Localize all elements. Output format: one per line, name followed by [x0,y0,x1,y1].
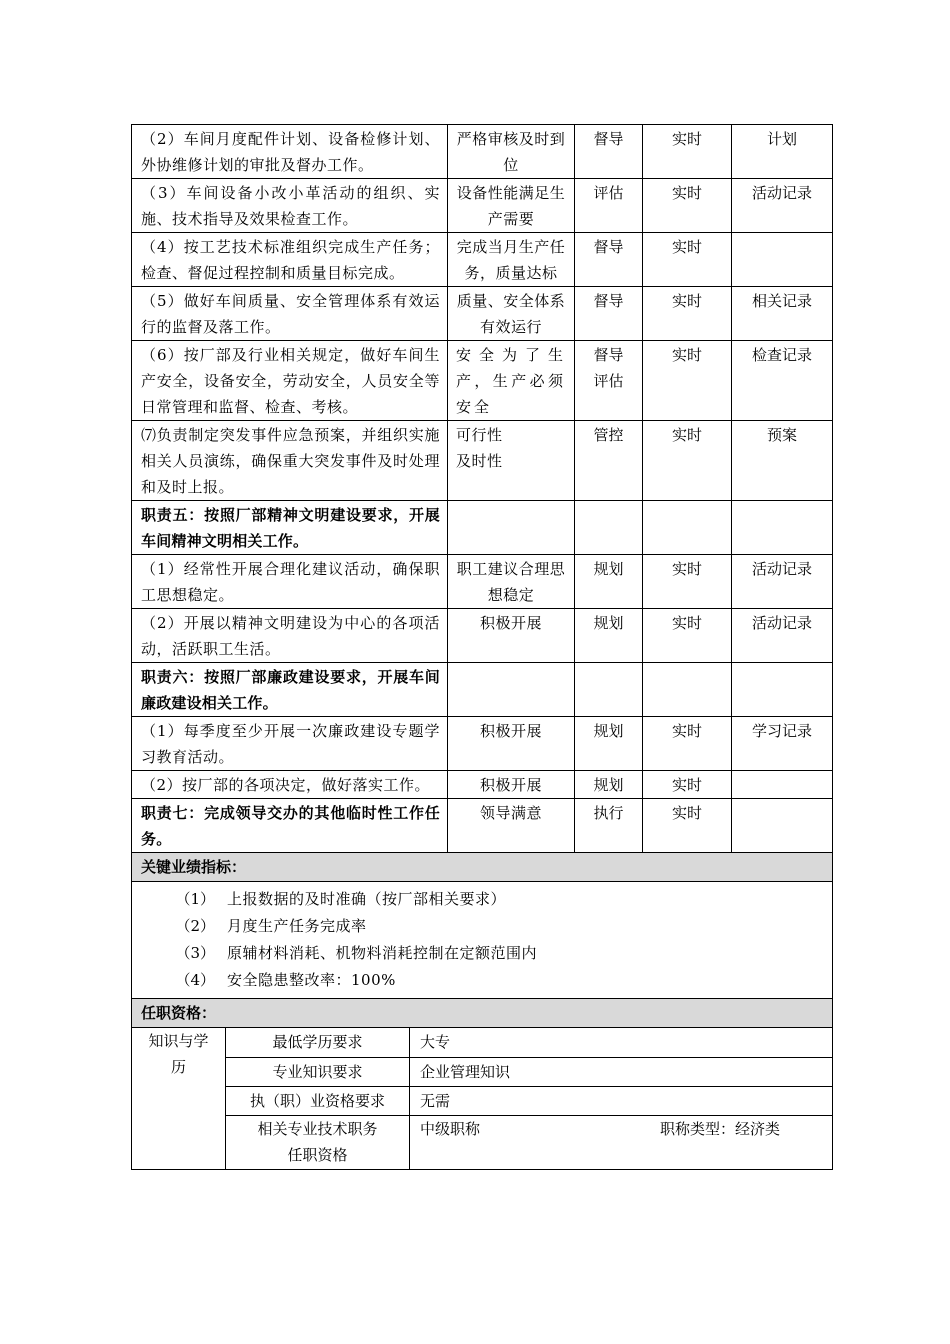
duty-record-cell [732,233,833,287]
duty-task-cell: （1）每季度至少开展一次廉政建设专题学习教育活动。 [132,717,448,771]
duty-frequency-cell: 实时 [643,125,732,179]
duty-task-cell: （6）按厂部及行业相关规定，做好车间生产安全，设备安全，劳动安全，人员安全等日常管理和监督、检查、考核。 [132,341,448,421]
duty-frequency-cell: 实时 [643,799,732,853]
duty-row [132,555,833,609]
duty-standard-cell: 可行性 及时性 [448,421,575,501]
duty-method-cell [575,663,643,717]
duty-task-cell: 职责七：完成领导交办的其他临时性工作任务。 [132,799,448,853]
duty-task-cell: ⑺负责制定突发事件应急预案，并组织实施相关人员演练，确保重大突发事件及时处理和及时上报。 [132,421,448,501]
duty-record-cell: 计划 [732,125,833,179]
duty-record-cell: 活动记录 [732,609,833,663]
duty-method-cell: 规划 [575,555,643,609]
duty-row [132,179,833,233]
qual-label-education: 最低学历要求 [226,1028,410,1057]
duty-row [132,233,833,287]
qual-value-title-cell [410,1115,833,1169]
kpi-item [132,913,832,940]
duty-record-cell: 相关记录 [732,287,833,341]
duty-frequency-cell: 实时 [643,771,732,799]
qual-value-knowledge: 企业管理知识 [410,1057,833,1086]
duty-method-cell: 督导 评估 [575,341,643,421]
duty-standard-cell [448,501,575,555]
duty-task-cell: （4）按工艺技术标准组织完成生产任务；检查、督促过程控制和质量目标完成。 [132,233,448,287]
kpi-item [132,940,832,967]
duty-frequency-cell: 实时 [643,341,732,421]
duty-frequency-cell: 实时 [643,421,732,501]
qual-value-title-type: 职称类型：经济类 [660,1119,781,1138]
duty-standard-cell: 职工建议合理思想稳定 [448,555,575,609]
duty-method-cell: 督导 [575,287,643,341]
duty-record-cell: 预案 [732,421,833,501]
qual-value-certification: 无需 [410,1086,833,1115]
qual-value-education: 大专 [410,1028,833,1057]
duty-row [132,717,833,771]
duty-standard-cell: 完成当月生产任务，质量达标 [448,233,575,287]
duty-task-cell: 职责六：按照厂部廉政建设要求，开展车间廉政建设相关工作。 [132,663,448,717]
duty-method-cell: 评估 [575,179,643,233]
duty-method-cell: 规划 [575,771,643,799]
duty-record-cell [732,663,833,717]
duty-frequency-cell: 实时 [643,555,732,609]
duty-row [132,125,833,179]
duty-method-cell: 规划 [575,717,643,771]
kpi-number: （2） [175,917,215,935]
kpi-text: 原辅材料消耗、机物料消耗控制在定额范围内 [227,944,538,962]
kpi-text: 安全隐患整改率：100% [227,971,396,989]
duty-frequency-cell: 实时 [643,717,732,771]
duty-row [132,341,833,421]
kpi-text: 上报数据的及时准确（按厂部相关要求） [227,890,507,908]
duty-task-cell: （3）车间设备小改小革活动的组织、实施、技术指导及效果检查工作。 [132,179,448,233]
qual-label-title: 相关专业技术职务任职资格 [226,1115,410,1169]
duty-task-cell: 职责五：按照厂部精神文明建设要求，开展车间精神文明相关工作。 [132,501,448,555]
duty-frequency-cell [643,663,732,717]
duty-standard-cell: 设备性能满足生产需要 [448,179,575,233]
duty-row [132,609,833,663]
duty-task-cell: （2）开展以精神文明建设为中心的各项活动，活跃职工生活。 [132,609,448,663]
duty-record-cell: 检查记录 [732,341,833,421]
duty-standard-cell: 领导满意 [448,799,575,853]
duty-record-cell [732,501,833,555]
duty-frequency-cell [643,501,732,555]
kpi-number: （4） [175,971,215,989]
kpi-item [132,886,832,913]
duty-record-cell: 学习记录 [732,717,833,771]
duty-method-cell: 规划 [575,609,643,663]
duty-method-cell [575,501,643,555]
duty-method-cell: 督导 [575,233,643,287]
kpi-heading: 关键业绩指标： [132,853,833,882]
duty-row [132,799,833,853]
duty-method-cell: 执行 [575,799,643,853]
duty-task-cell: （1）经常性开展合理化建议活动，确保职工思想稳定。 [132,555,448,609]
duty-task-cell: （2）车间月度配件计划、设备检修计划、外协维修计划的审批及督办工作。 [132,125,448,179]
qualification-table [131,1028,833,1170]
qual-label-knowledge: 专业知识要求 [226,1057,410,1086]
qual-label-certification: 执（职）业资格要求 [226,1086,410,1115]
duty-record-cell: 活动记录 [732,555,833,609]
duty-standard-cell: 安全为了生产，生产必须安全 [448,341,575,421]
qual-value-title: 中级职称 [420,1119,481,1138]
duty-standard-cell: 积极开展 [448,609,575,663]
duty-row [132,771,833,799]
duty-standard-cell: 质量、安全体系有效运行 [448,287,575,341]
duty-frequency-cell: 实时 [643,179,732,233]
duty-row [132,663,833,717]
job-description-table [131,124,832,1170]
duty-record-cell [732,771,833,799]
kpi-number: （3） [175,944,215,962]
duty-standard-cell [448,663,575,717]
duty-row [132,287,833,341]
qualification-heading: 任职资格： [132,999,833,1028]
duty-task-cell: （2）按厂部的各项决定，做好落实工作。 [132,771,448,799]
duty-record-cell: 活动记录 [732,179,833,233]
qualification-category: 知识与学历 [132,1028,226,1169]
duty-standard-cell: 积极开展 [448,717,575,771]
duty-method-cell: 管控 [575,421,643,501]
duty-row [132,501,833,555]
duty-standard-cell: 积极开展 [448,771,575,799]
duty-table [131,124,833,1028]
kpi-number: （1） [175,890,215,908]
duty-standard-cell: 严格审核及时到位 [448,125,575,179]
duty-task-cell: （5）做好车间质量、安全管理体系有效运行的监督及落工作。 [132,287,448,341]
duty-frequency-cell: 实时 [643,287,732,341]
kpi-text: 月度生产任务完成率 [227,917,367,935]
kpi-list [132,882,833,999]
duty-frequency-cell: 实时 [643,233,732,287]
kpi-item [132,967,832,994]
duty-method-cell: 督导 [575,125,643,179]
duty-row [132,421,833,501]
duty-frequency-cell: 实时 [643,609,732,663]
duty-record-cell [732,799,833,853]
